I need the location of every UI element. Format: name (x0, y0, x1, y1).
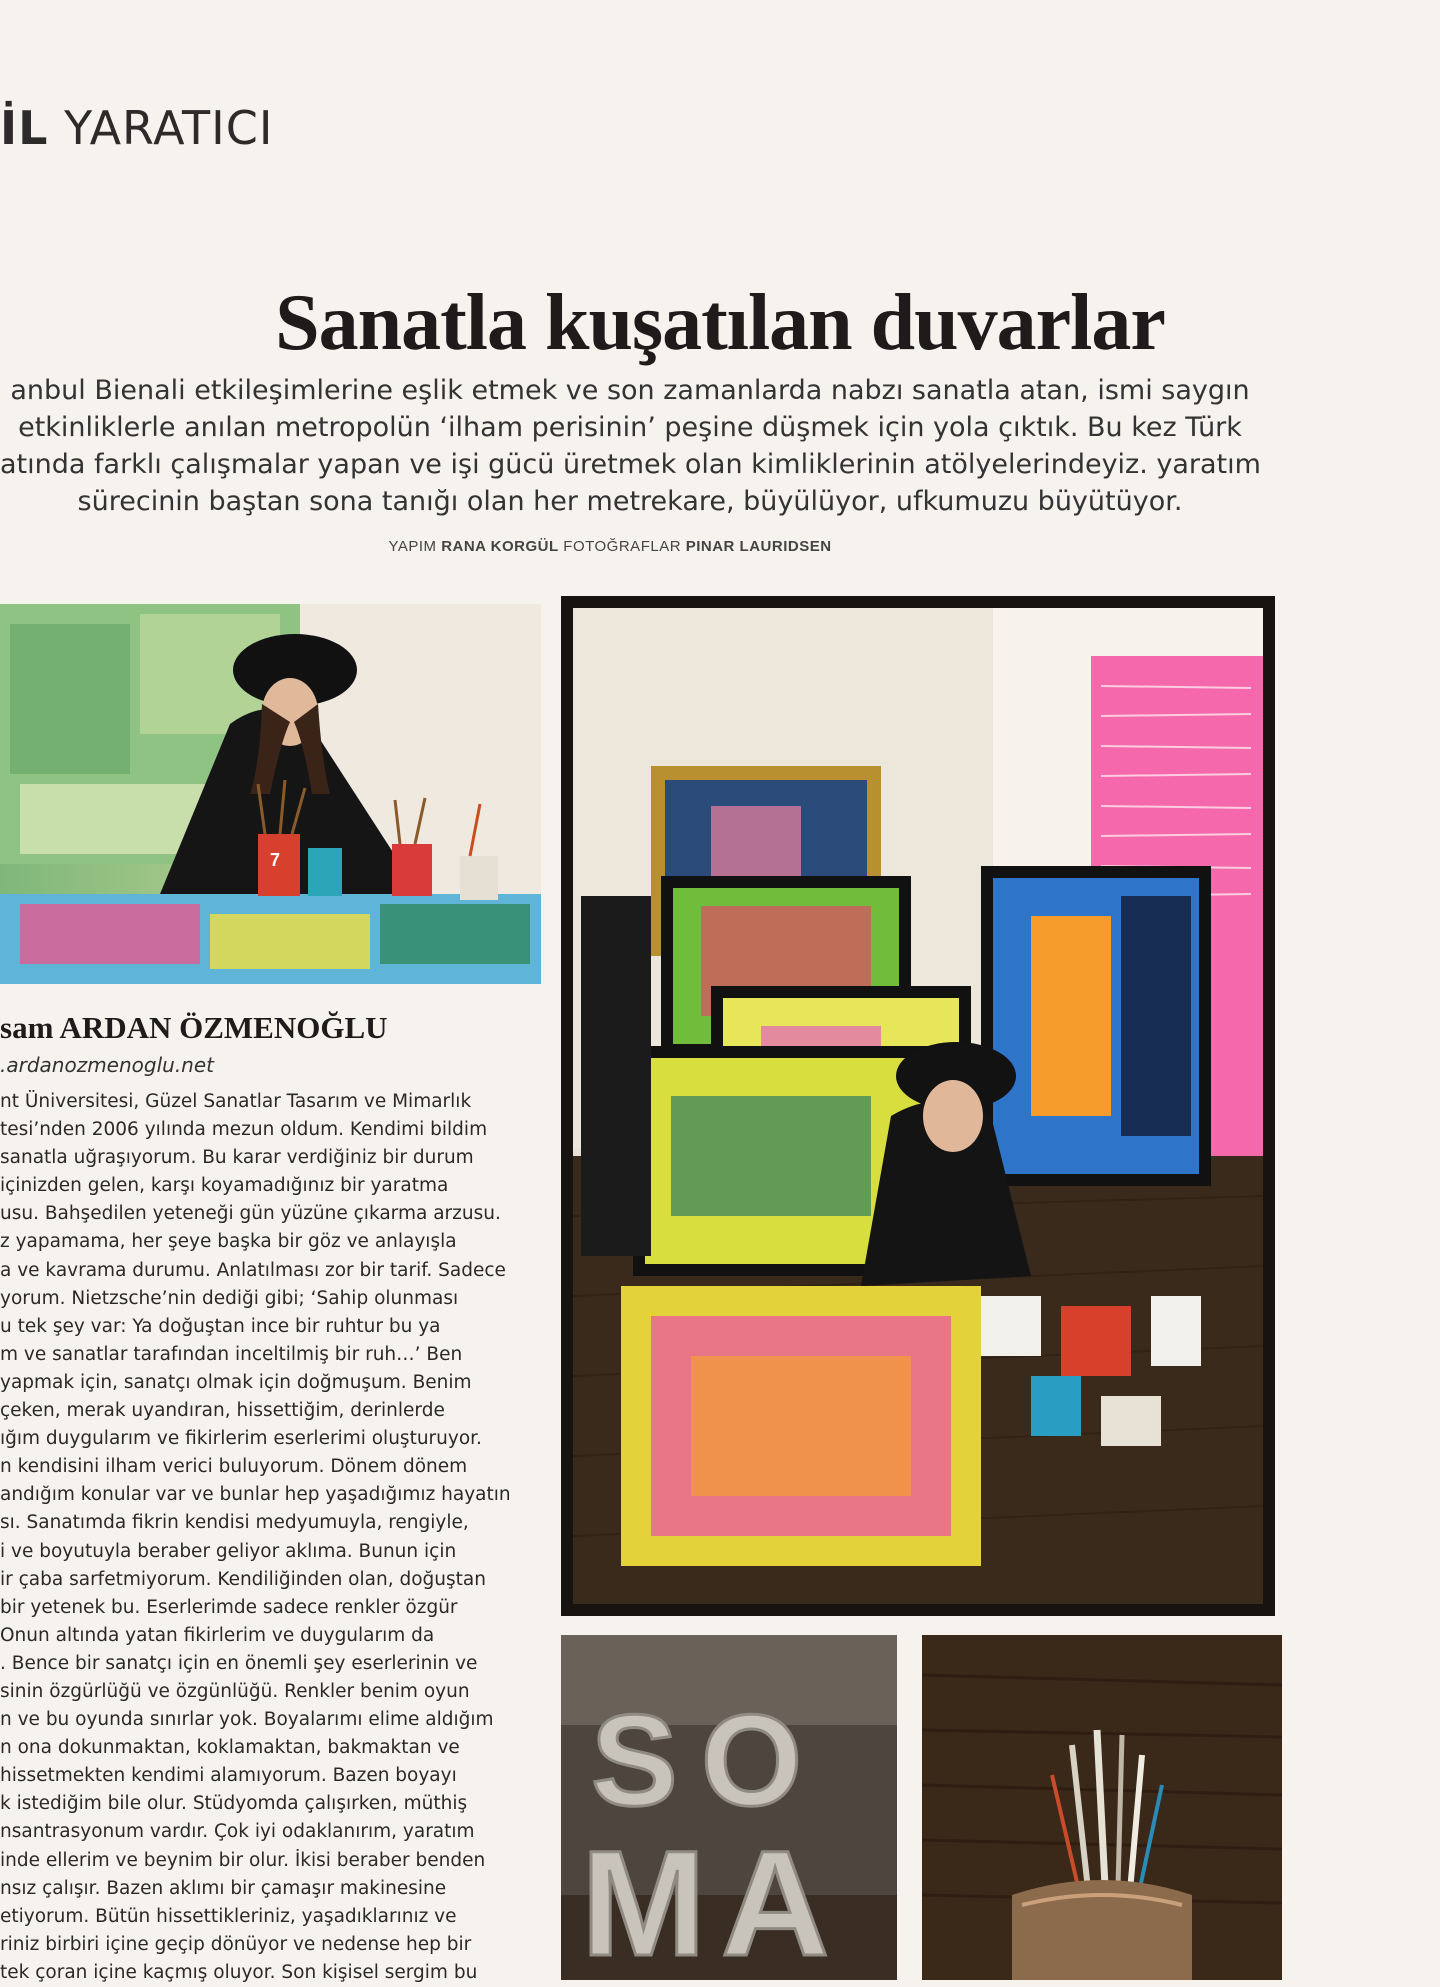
body-line: z yapamama, her şeye başka bir göz ve anlayışla (0, 1231, 457, 1253)
body-line: n kendisini ilham verici buluyorum. Dönem dönem (0, 1456, 468, 1478)
cup-label: 7 (270, 850, 281, 870)
deck-line: atında farklı çalışmalar yapan ve işi gücü üretmek olan kimliklerinin atölyelerindeyiz. yaratım (0, 449, 1261, 480)
deck-line: sürecinin baştan sona tanığı olan her metrekare, büyülüyor, ufkumuzu büyütüyor. (77, 486, 1183, 517)
body-line: etiyorum. Bütün hissettikleriniz, yaşadıklarınız ve (0, 1905, 457, 1927)
body-line: içinizden gelen, karşı koyamadığınız bir yaratma (0, 1175, 449, 1197)
section-label (0, 102, 273, 154)
section-prefix: İL (0, 101, 49, 155)
article-deck (0, 372, 1260, 520)
section-name: YARATICI (64, 101, 274, 155)
photos-label: FOTOĞRAFLAR (563, 538, 682, 555)
body-line: yorum. Nietzsche’nin dediği gibi; ‘Sahip olunması (0, 1287, 459, 1309)
photographer-name: PINAR LAURIDSEN (685, 538, 832, 555)
body-line: usu. Bahşedilen yeteneği gün yüzüne çıkarma arzusu. (0, 1203, 501, 1225)
deck-line: etkinliklerle anılan metropolün ‘ilham perisinin’ peşine düşmek için yola çıktık. Bu kez Türk (18, 412, 1242, 443)
sculpture-letter-s: S (591, 1687, 678, 1833)
body-line: ir çaba sarfetmiyorum. Kendiliğinden olan, doğuştan (0, 1568, 486, 1590)
body-line: . Bence bir sanatçı için en önemli şey eserlerinin ve (0, 1652, 478, 1674)
body-line: tesi’nden 2006 yılında mezun oldum. Kendimi bildim (0, 1119, 488, 1141)
soma-sculpture-photo (561, 1635, 897, 1980)
sculpture-letter-o: O (701, 1687, 803, 1833)
body-line: sanatla uğraşıyorum. Bu karar verdiğiniz bir durum (0, 1147, 474, 1169)
body-line: yapmak için, sanatçı olmak için doğmuşum. Benim (0, 1371, 472, 1393)
body-line: tek çoran içine kaçmış oluyor. Son kişisel sergim bu (0, 1961, 478, 1983)
body-line: sinin özgürlüğü ve özgünlüğü. Renkler benim oyun (0, 1680, 470, 1702)
body-line: i ve boyutuyla beraber geliyor aklıma. Bunun için (0, 1540, 457, 1562)
body-line: andığım konular var ve bunlar hep yaşadığımız hayatın (0, 1484, 511, 1506)
article-body (0, 1088, 540, 1987)
artist-website: .ardanozmenoglu.net (0, 1053, 215, 1077)
sculpture-letter-m: M (581, 1819, 706, 1980)
sculpture-letter-a: A (721, 1819, 830, 1980)
body-line: m ve sanatlar tarafından inceltilmiş bir ruh…’ Ben (0, 1343, 463, 1365)
deck-line: anbul Bienali etkileşimlerine eşlik etmek ve son zamanlarda nabzı sanatla atan, ismi saygın (10, 375, 1250, 406)
body-line: hissetmekten kendimi alamıyorum. Bazen boyayı (0, 1765, 457, 1787)
body-line: inde ellerim ve beynim bir olur. İkisi beraber benden (0, 1849, 486, 1871)
body-line: Onun altında yatan fikirlerim ve duygularım da (0, 1624, 435, 1646)
body-line: bir yetenek bu. Eserlerimde sadece renkler özgür (0, 1596, 458, 1618)
body-line: nsantrasyonum vardır. Çok iyi odaklanırım, yaratım (0, 1821, 475, 1843)
paintbrushes-photo (922, 1635, 1282, 1980)
article-headline: Sanatla kuşatılan duvarlar (275, 279, 1165, 367)
artist-name: sam ARDAN ÖZMENOĞLU (0, 1010, 388, 1045)
body-line: u tek şey var: Ya doğuştan ince bir ruhtur bu ya (0, 1315, 441, 1337)
body-line: nsız çalışır. Bazen aklımı bir çamaşır makinesine (0, 1877, 447, 1899)
body-line: nt Üniversitesi, Güzel Sanatlar Tasarım ve Mimarlık (0, 1091, 472, 1112)
studio-photo (561, 596, 1275, 1616)
body-line: n ona dokunmaktan, koklamaktan, bakmaktan ve (0, 1737, 460, 1759)
article-credits (0, 538, 1220, 555)
artist-portrait-photo (0, 604, 541, 984)
body-line: ığım duygularım ve fikirlerim eserlerimi oluşturuyor. (0, 1428, 482, 1450)
body-line: sı. Sanatımda fikrin kendisi medyumuyla, rengiyle, (0, 1512, 469, 1534)
body-line: a ve kavrama durumu. Anlatılması zor bir tarif. Sadece (0, 1259, 506, 1281)
produced-label: YAPIM (388, 538, 437, 555)
body-line: çeken, merak uyandıran, hissettiğim, derinlerde (0, 1400, 445, 1422)
body-line: k istediğim bile olur. Stüdyomda çalışırken, müthiş (0, 1793, 468, 1815)
producer-name: RANA KORGÜL (441, 538, 559, 555)
body-line: n ve bu oyunda sınırlar yok. Boyalarımı elime aldığım (0, 1709, 494, 1731)
body-line: riniz birbiri içine geçip dönüyor ve nedense hep bir (0, 1933, 472, 1955)
